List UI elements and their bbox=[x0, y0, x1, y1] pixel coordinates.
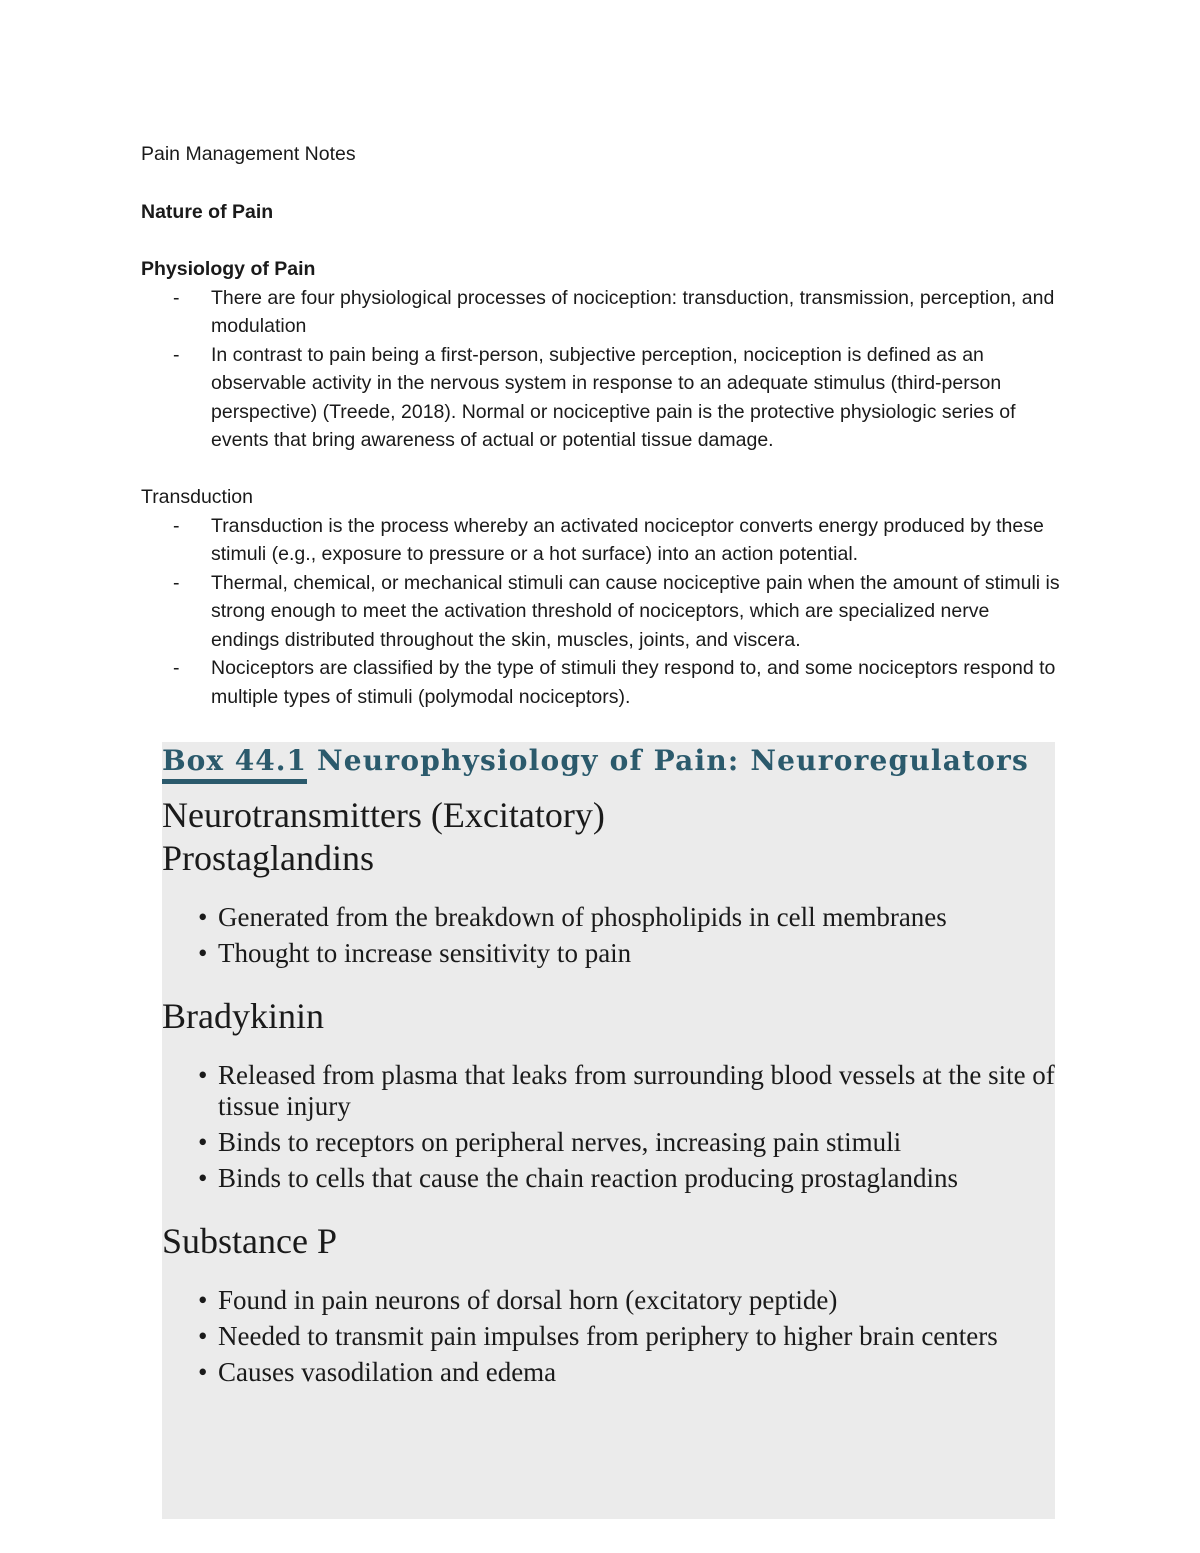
list-item-text: Nociceptors are classified by the type of stimuli they respond to, and some nociceptors respond to multiple types of stimuli (polymodal nociceptors). bbox=[211, 657, 1056, 708]
bradykinin-list bbox=[162, 1060, 1055, 1194]
box-body bbox=[162, 794, 1055, 1393]
document-title: Pain Management Notes bbox=[141, 143, 356, 165]
list-item-text: Needed to transmit pain impulses from periphery to higher brain centers bbox=[218, 1321, 998, 1351]
dash-marker: - bbox=[173, 343, 180, 366]
list-item-text: Released from plasma that leaks from surrounding blood vessels at the site of tissue injury bbox=[218, 1060, 1055, 1121]
list-item-text: Binds to cells that cause the chain reaction producing prostaglandins bbox=[218, 1163, 959, 1193]
box-number: Box 44.1 bbox=[162, 744, 307, 784]
list-item bbox=[141, 654, 1061, 711]
list-item bbox=[162, 1060, 1055, 1122]
dash-marker: - bbox=[173, 514, 180, 537]
section-heading-prostaglandins: Prostaglandins bbox=[162, 838, 374, 878]
box-title: Neurophysiology of Pain: Neuroregulators bbox=[317, 744, 1029, 777]
list-item bbox=[162, 1285, 1055, 1316]
dash-marker: - bbox=[173, 657, 180, 679]
list-item bbox=[162, 1163, 1055, 1194]
transduction-list bbox=[141, 512, 1061, 712]
list-item bbox=[141, 341, 1061, 455]
group-heading: Neurotransmitters (Excitatory) bbox=[162, 795, 605, 835]
list-item bbox=[141, 569, 1061, 655]
bullet-marker: • bbox=[198, 902, 208, 932]
bullet-marker: • bbox=[198, 938, 208, 968]
list-item bbox=[141, 512, 1061, 569]
list-item-text: In contrast to pain being a first-person, subjective perception, nociception is defined as an observable activity in the nervous system in response to an adequate stimulus (third-person perspective) (Treede, 2018). Normal or nociceptive pain is the protective physiologic series of events that bring awareness of actual or potential tissue damage. bbox=[211, 343, 1016, 451]
list-item-text: Found in pain neurons of dorsal horn (excitatory peptide) bbox=[218, 1285, 838, 1315]
section-heading-substance-p: Substance P bbox=[162, 1221, 337, 1261]
section-heading-physiology: Physiology of Pain bbox=[141, 258, 316, 280]
substance-p-list bbox=[162, 1285, 1055, 1388]
list-item-text: Generated from the breakdown of phospholipids in cell membranes bbox=[218, 902, 947, 932]
list-item bbox=[162, 1321, 1055, 1352]
list-item bbox=[162, 1127, 1055, 1158]
section-heading-nature-of-pain: Nature of Pain bbox=[141, 200, 274, 223]
list-item-text: Binds to receptors on peripheral nerves, increasing pain stimuli bbox=[218, 1127, 902, 1157]
notes-body bbox=[141, 140, 1061, 711]
list-item bbox=[162, 938, 1055, 969]
list-item-text: There are four physiological processes of nociception: transduction, transmission, perception, and modulation bbox=[211, 286, 1055, 337]
neuroregulators-box bbox=[162, 742, 1055, 1519]
list-item-text: Thought to increase sensitivity to pain bbox=[218, 938, 632, 968]
list-item bbox=[162, 1357, 1055, 1388]
prostaglandins-list bbox=[162, 902, 1055, 969]
bullet-marker: • bbox=[198, 1285, 208, 1315]
box-header bbox=[162, 744, 1055, 788]
list-item bbox=[141, 284, 1061, 341]
list-item-text: Transduction is the process whereby an activated nociceptor converts energy produced by these stimuli (e.g., exposure to pressure or a hot surface) into an action potential. bbox=[211, 514, 1044, 565]
bullet-marker: • bbox=[198, 1357, 208, 1387]
bullet-marker: • bbox=[198, 1060, 208, 1090]
box-heading-block bbox=[162, 794, 1055, 880]
section-heading-bradykinin: Bradykinin bbox=[162, 996, 324, 1036]
bullet-marker: • bbox=[198, 1163, 208, 1193]
bullet-marker: • bbox=[198, 1127, 208, 1157]
section-heading-transduction: Transduction bbox=[141, 486, 254, 508]
list-item-text: Thermal, chemical, or mechanical stimuli can cause nociceptive pain when the amount of stimuli is strong enough to meet the activation threshold of nociceptors, which are specialized nerve endings distributed throughout the skin, muscles, joints, and viscera. bbox=[211, 571, 1060, 651]
dash-marker: - bbox=[173, 571, 180, 594]
list-item-text: Causes vasodilation and edema bbox=[218, 1357, 557, 1387]
bullet-marker: • bbox=[198, 1321, 208, 1351]
list-item bbox=[162, 902, 1055, 933]
dash-marker: - bbox=[173, 286, 180, 309]
physiology-list bbox=[141, 284, 1061, 455]
